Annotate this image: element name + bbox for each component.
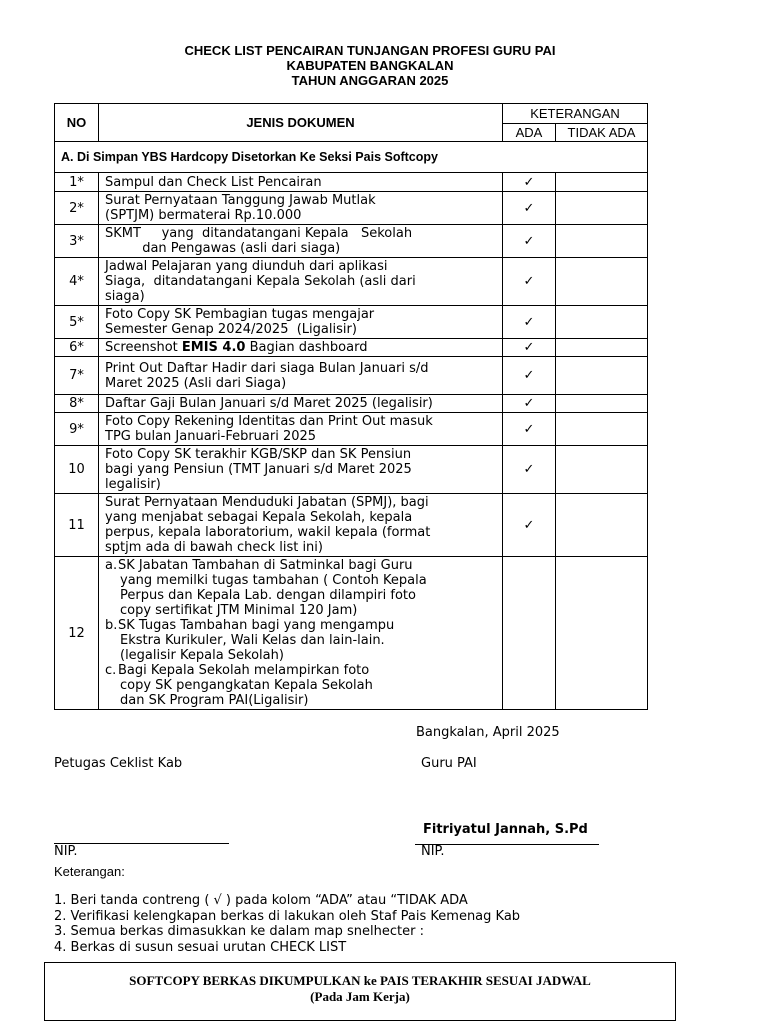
row-number: 5* — [55, 306, 99, 339]
row-number: 7* — [55, 357, 99, 395]
row-number: 12 — [55, 557, 99, 710]
place-date: Bangkalan, April 2025 — [416, 725, 560, 740]
tidak-ada-check-cell[interactable] — [556, 557, 648, 710]
document-name-line: siaga) — [105, 289, 145, 304]
checkmark-icon: ✓ — [523, 200, 535, 216]
document-name-line: TPG bulan Januari-Februari 2025 — [105, 429, 317, 444]
header-ada: ADA — [503, 124, 556, 142]
text-span: Bagian dashboard — [245, 340, 368, 355]
document-name-line: yang menjabat sebagai Kepala Sekolah, kepala — [105, 510, 413, 525]
tidak-ada-check-cell[interactable] — [556, 192, 648, 225]
document-name — [99, 192, 503, 225]
document-name-line: legalisir) — [105, 477, 161, 492]
document-name-line: Surat Pernyataan Menduduki Jabatan (SPMJ), bagi — [105, 495, 429, 510]
document-name-line: Maret 2025 (Asli dari Siaga) — [105, 375, 287, 391]
sub-item — [105, 558, 496, 618]
sub-item — [105, 663, 496, 708]
document-name-line: SKMT yang ditandatangani Kepala Sekolah — [105, 226, 413, 241]
document-name-line: Foto Copy SK Pembagian tugas mengajar — [105, 307, 375, 322]
ada-check-cell[interactable] — [503, 395, 556, 413]
table-row — [55, 258, 648, 306]
tidak-ada-check-cell[interactable] — [556, 357, 648, 395]
document-title — [54, 43, 686, 88]
table-row — [55, 225, 648, 258]
header-keterangan: KETERANGAN — [503, 104, 648, 124]
document-name-line — [105, 340, 496, 355]
sub-item-body — [118, 663, 496, 708]
ada-check-cell[interactable] — [503, 306, 556, 339]
header-jenis-dokumen: JENIS DOKUMEN — [99, 104, 503, 142]
sub-item-body — [118, 618, 496, 663]
checkmark-icon: ✓ — [523, 517, 535, 533]
sub-item-line: copy SK pengangkatan Kepala Sekolah — [120, 678, 373, 693]
table-row — [55, 173, 648, 192]
ada-check-cell[interactable] — [503, 494, 556, 557]
checkmark-icon: ✓ — [523, 340, 535, 355]
tidak-ada-check-cell[interactable] — [556, 306, 648, 339]
ada-check-cell[interactable] — [503, 413, 556, 446]
table-row — [55, 494, 648, 557]
note-item: 4. Berkas di susun sesuai urutan CHECK LIST — [54, 939, 347, 955]
left-nip: NIP. — [54, 844, 78, 859]
right-signer-role: Guru PAI — [421, 756, 477, 771]
tidak-ada-check-cell[interactable] — [556, 395, 648, 413]
ada-check-cell[interactable] — [503, 173, 556, 192]
section-a-heading: A. Di Simpan YBS Hardcopy Disetorkan Ke Seksi Pais Softcopy — [55, 142, 648, 173]
tidak-ada-check-cell[interactable] — [556, 258, 648, 306]
sub-item — [105, 618, 496, 663]
title-line-1: CHECK LIST PENCAIRAN TUNJANGAN PROFESI GURU PAI — [184, 43, 556, 58]
table-row — [55, 557, 648, 710]
table-row — [55, 413, 648, 446]
checkmark-icon: ✓ — [523, 174, 535, 190]
row-number: 10 — [55, 446, 99, 494]
sub-item-letter: b. — [105, 618, 118, 633]
sub-item-line: (legalisir Kepala Sekolah) — [120, 648, 284, 663]
ada-check-cell[interactable] — [503, 225, 556, 258]
sub-item-line: yang memilki tugas tambahan ( Contoh Kepala — [120, 573, 427, 588]
table-row — [55, 306, 648, 339]
sub-item-line: Bagi Kepala Sekolah melampirkan foto — [118, 663, 370, 678]
row-number: 4* — [55, 258, 99, 306]
notice-line-2: (Pada Jam Kerja) — [310, 989, 410, 1004]
document-name-line: Surat Pernyataan Tanggung Jawab Mutlak — [105, 193, 376, 208]
document-name-line: bagi yang Pensiun (TMT Januari s/d Maret 2025 — [105, 462, 412, 477]
sub-item-body — [118, 558, 496, 618]
tidak-ada-check-cell[interactable] — [556, 173, 648, 192]
document-name-line: Print Out Daftar Hadir dari siaga Bulan Januari s/d — [105, 360, 429, 376]
document-name-line: Semester Genap 2024/2025 (Ligalisir) — [105, 322, 357, 337]
document-name-line: perpus, kepala laboratorium, wakil kepala (format — [105, 525, 431, 540]
title-line-2: KABUPATEN BANGKALAN — [286, 58, 454, 73]
ada-check-cell[interactable] — [503, 446, 556, 494]
title-line-3: TAHUN ANGGARAN 2025 — [291, 73, 449, 88]
row-number: 6* — [55, 339, 99, 357]
checkmark-icon: ✓ — [523, 274, 535, 289]
document-name-line: (SPTJM) bermaterai Rp.10.000 — [105, 208, 302, 223]
row-number: 8* — [55, 395, 99, 413]
right-nip: NIP. — [421, 844, 445, 859]
sub-item-line: SK Tugas Tambahan bagi yang mengampu — [118, 618, 395, 633]
left-signature-line — [54, 843, 229, 844]
right-signer-name: Fitriyatul Jannah, S.Pd — [423, 822, 588, 837]
row-number: 2* — [55, 192, 99, 225]
tidak-ada-check-cell[interactable] — [556, 446, 648, 494]
notes-heading: Keterangan: — [54, 864, 125, 879]
document-name — [99, 557, 503, 710]
note-item: 2. Verifikasi kelengkapan berkas di lakukan oleh Staf Pais Kemenag Kab — [54, 908, 521, 924]
document-name-line: Jadwal Pelajaran yang diunduh dari aplikasi — [105, 259, 388, 274]
document-name-line: Foto Copy Rekening Identitas dan Print Out masuk — [105, 414, 433, 429]
document-name-line: Daftar Gaji Bulan Januari s/d Maret 2025 (legalisir) — [105, 396, 433, 411]
checkmark-icon: ✓ — [523, 314, 535, 330]
sub-item-letter: a. — [105, 558, 118, 573]
checkmark-icon: ✓ — [523, 462, 535, 477]
header-tidak-ada: TIDAK ADA — [556, 124, 648, 142]
document-name-line: Siaga, ditandatangani Kepala Sekolah (asli dari — [105, 274, 416, 289]
document-name — [99, 258, 503, 306]
ada-check-cell[interactable] — [503, 192, 556, 225]
document-name — [99, 413, 503, 446]
tidak-ada-check-cell[interactable] — [556, 413, 648, 446]
table-row — [55, 192, 648, 225]
tidak-ada-check-cell[interactable] — [556, 225, 648, 258]
document-name-line: Sampul dan Check List Pencairan — [105, 174, 322, 190]
document-name-line: sptjm ada di bawah check list ini) — [105, 540, 323, 555]
ada-check-cell[interactable] — [503, 339, 556, 357]
document-name — [99, 395, 503, 413]
notes-list — [54, 893, 520, 955]
table-row — [55, 395, 648, 413]
note-item: 1. Beri tanda contreng ( √ ) pada kolom “ADA” atau “TIDAK ADA — [54, 893, 468, 908]
tidak-ada-check-cell[interactable] — [556, 494, 648, 557]
document-name — [99, 225, 503, 258]
document-name — [99, 306, 503, 339]
document-name-line: Foto Copy SK terakhir KGB/SKP dan SK Pensiun — [105, 447, 412, 462]
row-number: 11 — [55, 494, 99, 557]
checklist-table — [54, 103, 648, 710]
tidak-ada-check-cell[interactable] — [556, 339, 648, 357]
ada-check-cell[interactable] — [503, 357, 556, 395]
document-name-line: dan Pengawas (asli dari siaga) — [105, 241, 341, 256]
sub-item-line: SK Jabatan Tambahan di Satminkal bagi Guru — [118, 558, 413, 573]
document-name — [99, 357, 503, 395]
row-number: 1* — [55, 173, 99, 192]
ada-check-cell[interactable] — [503, 557, 556, 710]
sub-item-line: Ekstra Kurikuler, Wali Kelas dan lain-lain. — [120, 633, 385, 648]
row-number: 9* — [55, 413, 99, 446]
checkmark-icon: ✓ — [523, 421, 535, 437]
table-row — [55, 357, 648, 395]
document-name — [99, 446, 503, 494]
emis-version: EMIS 4.0 — [181, 340, 246, 355]
note-item: 3. Semua berkas dimasukkan ke dalam map snelhecter : — [54, 924, 424, 940]
sub-item-line: Perpus dan Kepala Lab. dengan dilampiri foto — [120, 588, 416, 603]
ada-check-cell[interactable] — [503, 258, 556, 306]
document-name — [99, 494, 503, 557]
document-name — [99, 339, 503, 357]
softcopy-notice-box — [44, 962, 676, 1021]
sub-item-letter: c. — [105, 663, 117, 678]
sub-item-line: copy sertifikat JTM Minimal 120 Jam) — [120, 603, 358, 618]
left-signer-role: Petugas Ceklist Kab — [54, 756, 183, 771]
header-no: NO — [55, 104, 99, 142]
table-row — [55, 339, 648, 357]
sub-item-line: dan SK Program PAI(Ligalisir) — [120, 693, 309, 708]
checkmark-icon: ✓ — [523, 233, 535, 249]
checkmark-icon: ✓ — [523, 396, 535, 411]
text-span: Screenshot — [105, 340, 182, 355]
notice-line-1: SOFTCOPY BERKAS DIKUMPULKAN ke PAIS TERAKHIR SESUAI JADWAL — [129, 973, 591, 988]
document-name — [99, 173, 503, 192]
row-number: 3* — [55, 225, 99, 258]
checkmark-icon: ✓ — [523, 368, 535, 383]
table-row — [55, 446, 648, 494]
